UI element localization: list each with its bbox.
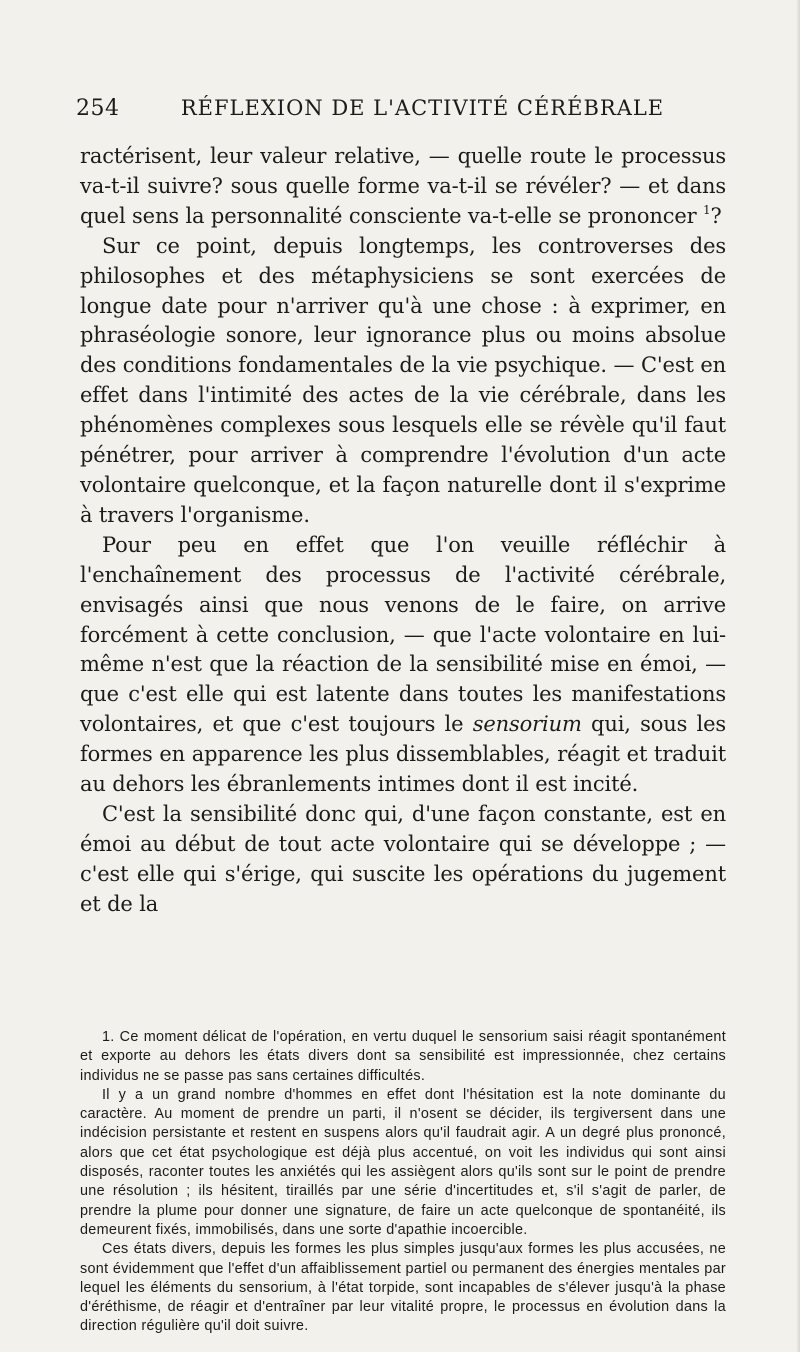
main-text xyxy=(80,142,726,920)
paragraph: C'est la sensibilité donc qui, d'une façon constante, est en émoi au début de tout acte volontaire qui se développe ; — c'est elle qui s'érige, qui suscite les opérations du jugement et de la xyxy=(80,801,726,916)
running-title: RÉFLEXION DE L'ACTIVITÉ CÉRÉBRALE xyxy=(180,96,665,120)
paragraph-text: ractérisent, leur valeur relative, — quelle route le processus va-t-il suivre? sous quelle forme va-t-il se révéler? — et dans quel sens la personnalité consciente va-t-elle se prononcer xyxy=(80,144,726,228)
page-number: 254 xyxy=(76,96,120,121)
paragraph-text: ? xyxy=(710,203,722,228)
footnotes xyxy=(80,1028,726,1337)
footnote: 1. Ce moment délicat de l'opération, en vertu duquel le sensorium saisi réagit spontanément et exporte au dehors les états divers dont sa sensibilité est impressionnée, chez certains individus ne se passe pas sans certaines difficultés. xyxy=(80,1029,726,1084)
paragraph: Sur ce point, depuis longtemps, les controverses des philosophes et des métaphysiciens se sont exercées de longue date pour n'arriver qu'à une chose : à exprimer, en phraséologie sonore, leur ignorance plus ou moins absolue des conditions fondamentales de la vie psychique. — C'est en effet dans l'intimité des actes de la vie cérébrale, dans les phénomènes complexes sous lesquels elle se révèle qu'il faut pénétrer, pour arriver à comprendre l'évolution d'un acte volontaire quelconque, et la façon naturelle dont il s'exprime à travers l'organisme. xyxy=(80,233,726,527)
paragraph-text: qui, sous les formes en apparence les plus dissemblables, réagit et traduit au dehors les ébranlements intimes dont il est incité. xyxy=(80,712,726,797)
italic-term: sensorium xyxy=(472,712,582,737)
footnote: Ces états divers, depuis les formes les plus simples jusqu'aux formes les plus accusées, ne sont évidemment que l'effet d'un affaiblissement partiel ou permanent des énergies mentales par lequel les éléments du sensorium, à l'état torpide, sont incapables de s'élever jusqu'à la phase d'éréthisme, de réagir et d'entraîner par leur vitalité propre, le processus en évolution dans la direction régulière qu'il doit suivre. xyxy=(80,1241,726,1335)
page-header xyxy=(76,96,721,122)
paragraph-text: Pour peu en effet que l'on veuille réfléchir à l'enchaînement des processus de l'activité cérébrale, envisagés ainsi que nous venons de le faire, on arrive forcément à cette conclusion, — que l'acte volontaire en lui-même n'est que la réaction de la sensibilité mise en émoi, — que c'est elle qui est latente dans toutes les manifestations volontaires, et que c'est toujours le xyxy=(80,532,726,737)
footnote-reference: 1 xyxy=(703,202,711,217)
paragraph-continuation xyxy=(80,142,726,232)
paragraph xyxy=(80,531,726,800)
footnote: Il y a un grand nombre d'hommes en effet dont l'hésitation est la note dominante du caractère. Au moment de prendre un parti, il n'osent se décider, ils tergiversent dans une indécision persistante et restent en suspens alors qu'il faudrait agir. A un degré plus prononcé, alors que cet état psychologique est déjà plus accentué, on voit les individus qui sont ainsi disposés, raconter toutes les anxiétés qui les assiègent alors qu'ils sont sur le point de prendre une résolution ; ils hésitent, tiraillés par une série d'incertitudes et, s'il s'agit de parler, de prendre la plume pour donner une signature, de faire un acte quelconque de spontanéité, ils demeurent fixés, immobilisés, dans une sorte d'apathie incoercible. xyxy=(80,1086,726,1238)
page-edge-shadow xyxy=(796,0,800,1352)
